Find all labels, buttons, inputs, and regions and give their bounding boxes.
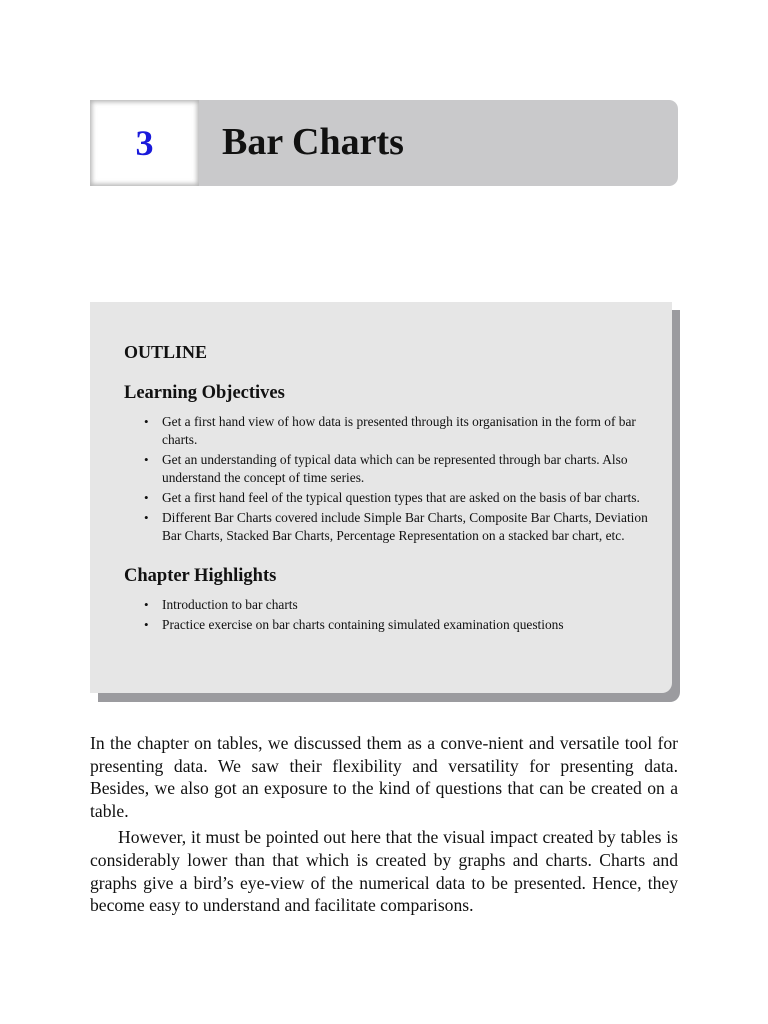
chapter-header bbox=[90, 100, 678, 186]
learning-objective-item: • Get a first hand feel of the typical question types that are asked on the basis of bar charts. bbox=[162, 489, 652, 507]
learning-objectives-list bbox=[124, 413, 652, 545]
learning-objectives-heading: Learning Objectives bbox=[124, 383, 285, 403]
chapter-highlight-item: • Practice exercise on bar charts containing simulated examination questions bbox=[162, 616, 652, 634]
body-paragraph: However, it must be pointed out here that the visual impact created by tables is considerably lower than that which is created by graphs and charts. Charts and graphs give a bird’s eye-view of the numerical data to be presented. Hence, they become easy to understand and facilitate comparisons. bbox=[90, 827, 678, 916]
outline-label: OUTLINE bbox=[124, 342, 208, 362]
chapter-highlight-item: • Introduction to bar charts bbox=[162, 596, 652, 614]
body-text bbox=[90, 732, 678, 921]
chapter-highlights-list bbox=[124, 596, 652, 634]
learning-objective-item: • Get a first hand view of how data is presented through its organisation in the form of bar charts. bbox=[162, 413, 652, 449]
chapter-number: 3 bbox=[135, 123, 154, 163]
learning-objective-item: • Get an understanding of typical data which can be represented through bar charts. Also understand the concept of time series. bbox=[162, 451, 652, 487]
chapter-number-box bbox=[90, 100, 199, 186]
chapter-title: Bar Charts bbox=[222, 121, 404, 163]
body-paragraph: In the chapter on tables, we discussed them as a conve-nient and versatile tool for presenting data. We saw their flexibility and versatility for presenting data. Besides, we also got an exposure to the kind of questions that can be created on a table. bbox=[90, 733, 678, 821]
chapter-highlights-heading: Chapter Highlights bbox=[124, 566, 277, 586]
learning-objective-item: • Different Bar Charts covered include Simple Bar Charts, Composite Bar Charts, Deviation Bar Charts, Stacked Bar Charts, Percentage Representation on a stacked bar chart, etc. bbox=[162, 509, 652, 545]
outline-box bbox=[90, 302, 672, 693]
outline-panel bbox=[90, 302, 680, 702]
